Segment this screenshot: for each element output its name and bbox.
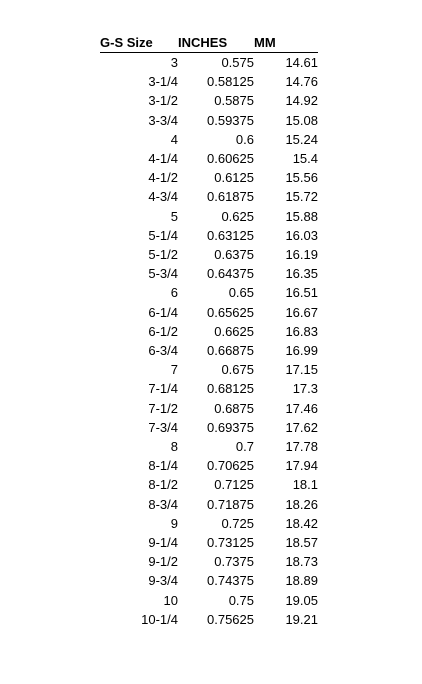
gs-size-cell: 4-3/4	[148, 189, 178, 205]
gs-size-cell: 5	[170, 208, 178, 224]
table-row	[100, 187, 318, 206]
header-mm: MM	[254, 34, 318, 53]
mm-cell: 15.72	[285, 189, 318, 205]
mm-cell: 18.42	[285, 515, 318, 531]
gs-size-cell: 4-1/2	[148, 170, 178, 186]
inches-cell: 0.6	[235, 131, 254, 147]
inches-cell: 0.675	[221, 362, 254, 378]
table-row	[100, 379, 318, 398]
table-row	[100, 91, 318, 110]
mm-cell: 15.24	[285, 131, 318, 147]
mm-cell: 18.1	[292, 477, 318, 493]
inches-cell: 0.58125	[207, 74, 254, 90]
gs-size-cell: 5-1/2	[148, 247, 178, 263]
mm-cell: 15.56	[285, 170, 318, 186]
inches-cell: 0.575	[221, 55, 254, 70]
gs-size-cell: 8-1/4	[148, 458, 178, 474]
mm-cell: 19.05	[285, 592, 318, 608]
inches-cell: 0.6375	[214, 247, 254, 263]
mm-cell: 19.21	[285, 611, 318, 627]
gs-size-cell: 3-1/2	[148, 93, 178, 109]
inches-cell: 0.7375	[214, 554, 254, 570]
gs-size-cell: 7-3/4	[148, 419, 178, 435]
gs-size-cell: 4-1/4	[148, 151, 178, 167]
table-row	[100, 303, 318, 322]
mm-cell: 18.26	[285, 496, 318, 512]
header-inches: INCHES	[178, 34, 254, 53]
table-row	[100, 591, 318, 610]
inches-cell: 0.60625	[207, 151, 254, 167]
inches-cell: 0.73125	[207, 535, 254, 551]
table-row	[100, 111, 318, 130]
mm-cell: 18.89	[285, 573, 318, 589]
inches-cell: 0.75	[228, 592, 254, 608]
inches-cell: 0.68125	[207, 381, 254, 397]
inches-cell: 0.74375	[207, 573, 254, 589]
mm-cell: 14.61	[285, 55, 318, 70]
table-row	[100, 399, 318, 418]
mm-cell: 15.4	[292, 151, 318, 167]
gs-size-cell: 3-1/4	[148, 74, 178, 90]
mm-cell: 17.94	[285, 458, 318, 474]
inches-cell: 0.7125	[214, 477, 254, 493]
table-row	[100, 418, 318, 437]
table-row	[100, 130, 318, 149]
inches-cell: 0.69375	[207, 419, 254, 435]
mm-cell: 17.62	[285, 419, 318, 435]
table-row	[100, 552, 318, 571]
table-row	[100, 571, 318, 590]
gs-size-cell: 9-3/4	[148, 573, 178, 589]
mm-cell: 18.57	[285, 535, 318, 551]
inches-cell: 0.66875	[207, 343, 254, 359]
table-row	[100, 53, 318, 73]
mm-cell: 16.35	[285, 266, 318, 282]
table-row	[100, 456, 318, 475]
table-row	[100, 226, 318, 245]
inches-cell: 0.6125	[214, 170, 254, 186]
mm-cell: 17.78	[285, 439, 318, 455]
table-row	[100, 475, 318, 494]
gs-size-cell: 7-1/4	[148, 381, 178, 397]
header-gs-size: G-S Size	[100, 34, 178, 53]
gs-size-cell: 8-3/4	[148, 496, 178, 512]
mm-cell: 16.67	[285, 304, 318, 320]
inches-cell: 0.5875	[214, 93, 254, 109]
size-conversion-table	[100, 34, 318, 629]
table-row	[100, 168, 318, 187]
table-row	[100, 207, 318, 226]
table-header	[100, 34, 318, 53]
table-row	[100, 495, 318, 514]
inches-cell: 0.6875	[214, 400, 254, 416]
table-body	[100, 53, 318, 630]
gs-size-cell: 9-1/4	[148, 535, 178, 551]
inches-cell: 0.61875	[207, 189, 254, 205]
mm-cell: 15.88	[285, 208, 318, 224]
table-row	[100, 72, 318, 91]
table-row	[100, 283, 318, 302]
table-row	[100, 610, 318, 629]
inches-cell: 0.65	[228, 285, 254, 301]
gs-size-cell: 10-1/4	[141, 611, 178, 627]
mm-cell: 17.46	[285, 400, 318, 416]
gs-size-cell: 8-1/2	[148, 477, 178, 493]
table-row	[100, 437, 318, 456]
gs-size-cell: 6-1/4	[148, 304, 178, 320]
table-row	[100, 322, 318, 341]
table-row	[100, 341, 318, 360]
table-row	[100, 245, 318, 264]
mm-cell: 14.76	[285, 74, 318, 90]
inches-cell: 0.6625	[214, 323, 254, 339]
gs-size-cell: 5-1/4	[148, 227, 178, 243]
gs-size-cell: 3	[170, 55, 178, 70]
gs-size-cell: 8	[170, 439, 178, 455]
gs-size-cell: 9-1/2	[148, 554, 178, 570]
mm-cell: 17.3	[292, 381, 318, 397]
gs-size-cell: 4	[170, 131, 178, 147]
table-row	[100, 533, 318, 552]
table-row	[100, 264, 318, 283]
gs-size-cell: 6-3/4	[148, 343, 178, 359]
inches-cell: 0.7	[235, 439, 254, 455]
gs-size-cell: 5-3/4	[148, 266, 178, 282]
inches-cell: 0.625	[221, 208, 254, 224]
mm-cell: 16.03	[285, 227, 318, 243]
header-row	[100, 34, 318, 53]
inches-cell: 0.64375	[207, 266, 254, 282]
mm-cell: 17.15	[285, 362, 318, 378]
mm-cell: 14.92	[285, 93, 318, 109]
mm-cell: 16.83	[285, 323, 318, 339]
table-row	[100, 149, 318, 168]
table-row	[100, 360, 318, 379]
table-row	[100, 514, 318, 533]
gs-size-cell: 10	[163, 592, 178, 608]
mm-cell: 15.08	[285, 112, 318, 128]
mm-cell: 16.99	[285, 343, 318, 359]
gs-size-cell: 3-3/4	[148, 112, 178, 128]
gs-size-cell: 6-1/2	[148, 323, 178, 339]
inches-cell: 0.725	[221, 515, 254, 531]
gs-size-cell: 9	[170, 515, 178, 531]
inches-cell: 0.71875	[207, 496, 254, 512]
inches-cell: 0.63125	[207, 227, 254, 243]
mm-cell: 16.51	[285, 285, 318, 301]
inches-cell: 0.75625	[207, 611, 254, 627]
mm-cell: 16.19	[285, 247, 318, 263]
gs-size-cell: 7-1/2	[148, 400, 178, 416]
inches-cell: 0.70625	[207, 458, 254, 474]
mm-cell: 18.73	[285, 554, 318, 570]
gs-size-cell: 7	[170, 362, 178, 378]
inches-cell: 0.59375	[207, 112, 254, 128]
gs-size-cell: 6	[170, 285, 178, 301]
inches-cell: 0.65625	[207, 304, 254, 320]
